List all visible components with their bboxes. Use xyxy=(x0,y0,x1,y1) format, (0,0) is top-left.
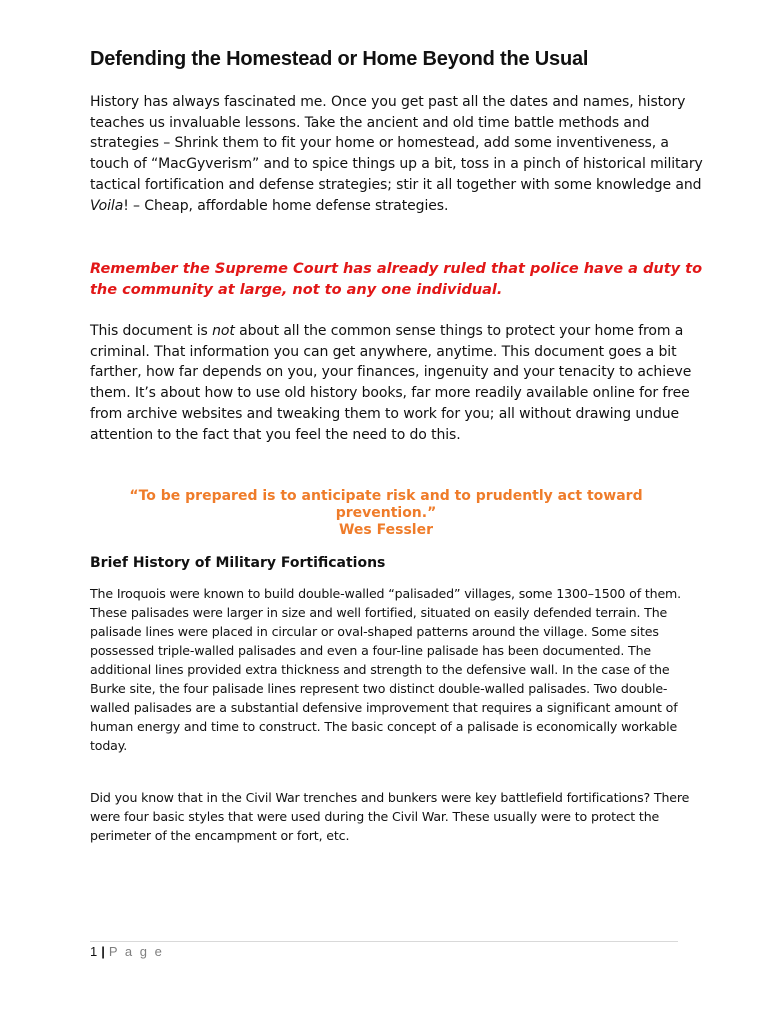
page-label: P a g e xyxy=(108,944,164,959)
voila-text: Voila xyxy=(90,197,124,214)
section-heading: Brief History of Military Fortifications xyxy=(90,555,386,571)
not-emphasis: not xyxy=(212,323,235,339)
footer-separator: | xyxy=(101,944,105,959)
intro-text-end: ! – Cheap, affordable home defense strategies. xyxy=(123,197,449,214)
quote-block xyxy=(90,488,682,539)
quote-text: “To be prepared is to anticipate risk and to prudently act toward prevention.” xyxy=(129,488,643,521)
intro-paragraph xyxy=(90,92,710,216)
footer-divider xyxy=(90,941,678,942)
page-number: 1 xyxy=(90,944,98,959)
purpose-text-start: This document is xyxy=(90,323,213,339)
intro-text-start: History has always fascinated me. Once you get past all the dates and names, history teaches us invaluable lessons. Take the ancient and old time battle methods and strategies – Shrink them to fit your home or homestead, add some inventiveness, a touch of “MacGyverism” and to spice things up a bit, toss in a pinch of historical military tactical fortification and defense strategies; stir it all together with some knowledge and xyxy=(90,94,703,193)
quote-author: Wes Fessler xyxy=(338,522,433,538)
purpose-paragraph xyxy=(90,321,710,445)
iroquois-paragraph: The Iroquois were known to build double-walled “palisaded” villages, some 1300–1500 of them. These palisades were larger in size and well fortified, situated on easily defended terrain. The palisade lines were placed in circular or oval-shaped patterns around the village. Some sites possessed triple-walled palisades and even a four-line palisade has been documented. The additional lines provided extra thickness and strength to the defensive wall. In the case of the Burke site, the four palisade lines represent two distinct double-walled palisades. Two double-walled palisades are a substantial defensive improvement that requires a significant amount of human energy and time to construct. The basic concept of a palisade is economically workable today. xyxy=(90,586,682,753)
page-footer xyxy=(90,944,164,960)
supreme-court-warning: Remember the Supreme Court has already ruled that police have a duty to the community at large, not to any one individual. xyxy=(90,261,703,298)
civil-war-paragraph: Did you know that in the Civil War trenches and bunkers were key battlefield fortifications? There were four basic styles that were used during the Civil War. These usually were to protect the perimeter of the encampment or fort, etc. xyxy=(90,790,690,843)
document-title: Defending the Homestead or Home Beyond the Usual xyxy=(90,48,589,70)
purpose-text-end: about all the common sense things to protect your home from a criminal. That information you can get anywhere, anytime. This document goes a bit farther, how far depends on you, your finances, ingenuity and your tenacity to achieve them. It’s about how to use old history books, far more readily available online for free from archive websites and tweaking them to work for you; all without drawing undue attention to the fact that you feel the need to do this. xyxy=(90,323,692,443)
